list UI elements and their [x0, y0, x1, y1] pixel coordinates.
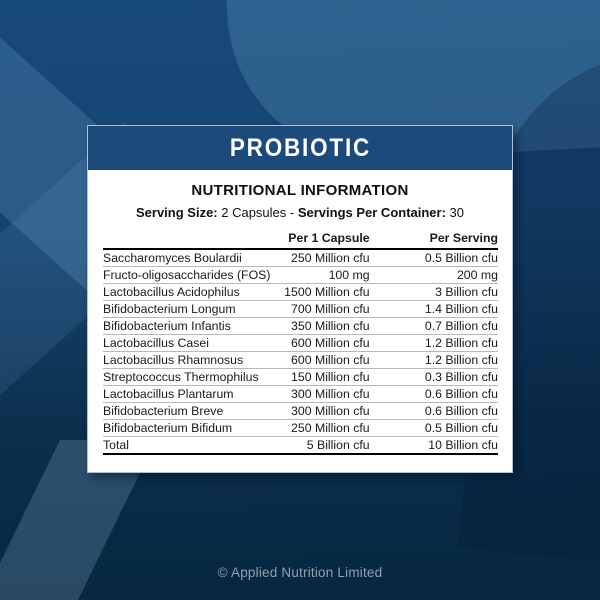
table-total-row — [103, 437, 498, 455]
ingredient-column-header — [103, 230, 261, 249]
table-row — [103, 318, 498, 335]
ingredient-name: Streptococcus Thermophilus — [103, 369, 261, 386]
ingredient-name: Bifidobacterium Bifidum — [103, 420, 261, 437]
table-row — [103, 352, 498, 369]
total-label: Total — [103, 437, 261, 455]
copyright-text: © Applied Nutrition Limited — [217, 565, 383, 580]
servings-per-container-label: Servings Per Container: — [297, 205, 446, 220]
ingredient-name: Lactobacillus Rhamnosus — [103, 352, 261, 369]
table-row — [103, 420, 498, 437]
table-row — [103, 284, 498, 301]
per-serving-value: 0.6 Billion cfu — [370, 386, 498, 403]
ingredients-table — [103, 230, 498, 455]
table-row — [103, 386, 498, 403]
per-serving-value: 3 Billion cfu — [370, 284, 498, 301]
per-serving-value: 0.3 Billion cfu — [370, 369, 498, 386]
per-capsule-value: 600 Million cfu — [261, 335, 370, 352]
per-capsule-value: 250 Million cfu — [261, 420, 370, 437]
total-per-capsule-value: 5 Billion cfu — [261, 437, 370, 455]
table-row — [103, 267, 498, 284]
per-capsule-value: 300 Million cfu — [261, 403, 370, 420]
ingredient-name: Lactobacillus Plantarum — [103, 386, 261, 403]
per-capsule-value: 100 mg — [261, 267, 370, 284]
nutrition-panel — [87, 125, 513, 473]
per-capsule-value: 700 Million cfu — [261, 301, 370, 318]
per-serving-value: 1.4 Billion cfu — [370, 301, 498, 318]
per-serving-value: 200 mg — [370, 267, 498, 284]
per-serving-value: 0.5 Billion cfu — [370, 249, 498, 267]
ingredient-name: Bifidobacterium Infantis — [103, 318, 261, 335]
nutritional-information-heading: NUTRITIONAL INFORMATION — [191, 182, 409, 199]
ingredient-name: Bifidobacterium Breve — [103, 403, 261, 420]
per-capsule-value: 250 Million cfu — [261, 249, 370, 267]
per-serving-value: 0.6 Billion cfu — [370, 403, 498, 420]
per-capsule-column-header: Per 1 Capsule — [261, 230, 370, 249]
serving-size-value: 2 Capsules - — [217, 205, 298, 220]
servings-per-container-value: 30 — [445, 205, 465, 220]
per-capsule-value: 1500 Million cfu — [261, 284, 370, 301]
product-title: PROBIOTIC — [229, 133, 371, 162]
per-capsule-value: 600 Million cfu — [261, 352, 370, 369]
per-capsule-value: 350 Million cfu — [261, 318, 370, 335]
ingredient-name: Saccharomyces Boulardii — [103, 249, 261, 267]
product-title-bar — [88, 126, 512, 170]
per-serving-value: 1.2 Billion cfu — [370, 352, 498, 369]
per-serving-value: 0.7 Billion cfu — [370, 318, 498, 335]
table-row — [103, 369, 498, 386]
serving-info-line — [88, 205, 512, 220]
table-header-row — [103, 230, 498, 249]
per-serving-value: 1.2 Billion cfu — [370, 335, 498, 352]
total-per-serving-value: 10 Billion cfu — [370, 437, 498, 455]
table-row — [103, 301, 498, 318]
table-row — [103, 335, 498, 352]
per-serving-column-header: Per Serving — [370, 230, 498, 249]
table-row — [103, 249, 498, 267]
per-serving-value: 0.5 Billion cfu — [370, 420, 498, 437]
table-row — [103, 403, 498, 420]
per-capsule-value: 300 Million cfu — [261, 386, 370, 403]
ingredient-name: Lactobacillus Acidophilus — [103, 284, 261, 301]
ingredient-name: Fructo-oligosaccharides (FOS) — [103, 267, 271, 282]
ingredient-name: Bifidobacterium Longum — [103, 301, 261, 318]
per-capsule-value: 150 Million cfu — [261, 369, 370, 386]
serving-size-label: Serving Size: — [135, 205, 218, 220]
ingredient-name: Lactobacillus Casei — [103, 335, 261, 352]
